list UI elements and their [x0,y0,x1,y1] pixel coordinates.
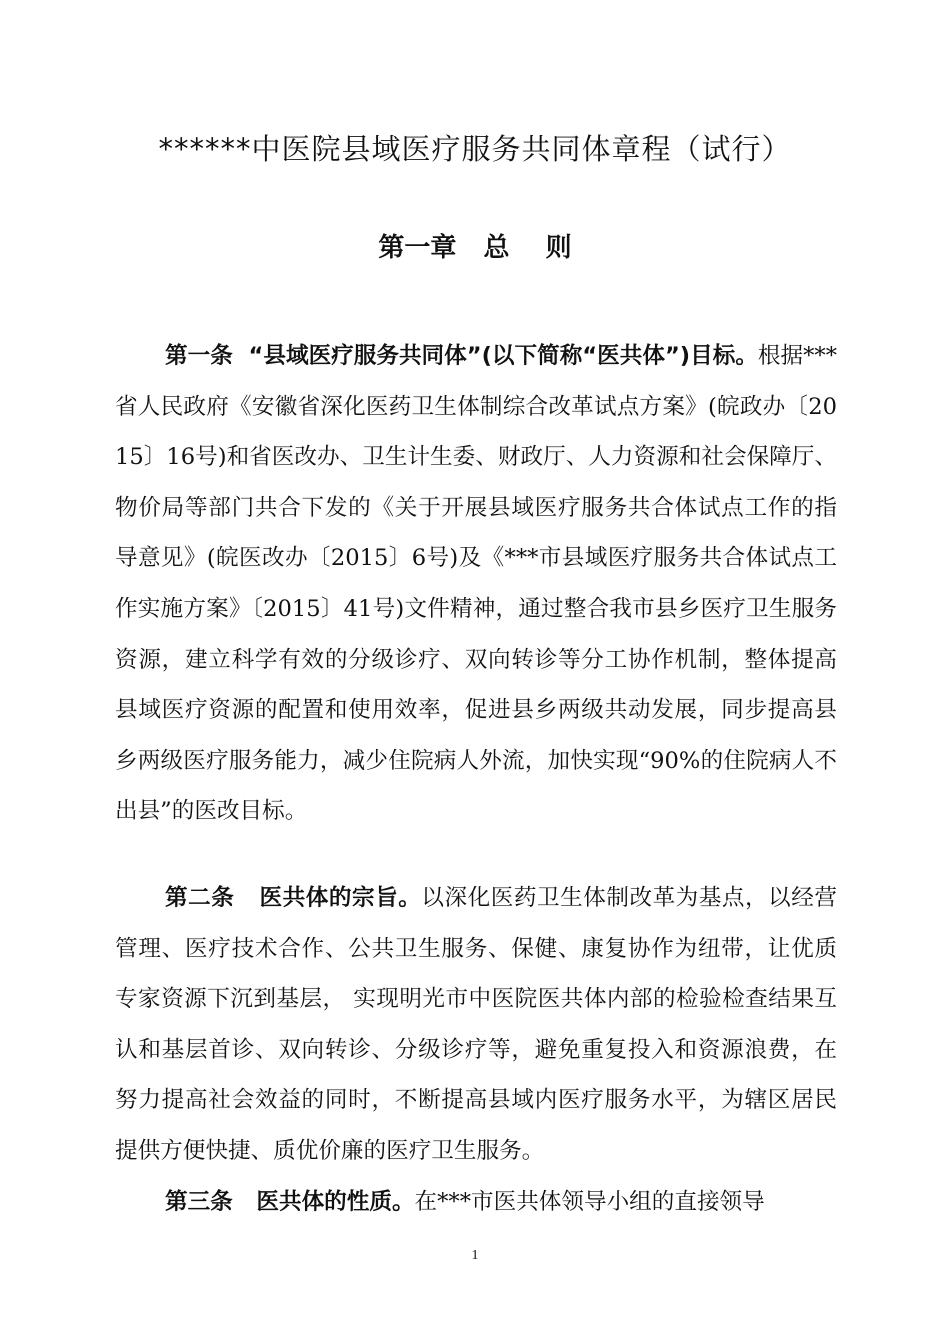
article-3-body: 在***市医共体领导小组的直接领导 [414,1189,765,1215]
article-2-body: 以深化医药卫生体制改革为基点，以经营管理、医疗技术合作、公共卫生服务、保健、康复协作为纽带，让优质专家资源下沉到基层， 实现明光市中医院医共体内部的检验检查结果互认和基层首诊、双向转诊、分级诊疗等，避免重复投入和资源浪费，在努力提高社会效益的同时，不断提高县域内医疗服务水平，为辖区居民提供方便快捷、质优价廉的医疗卫生服务。 [115,885,837,1164]
chapter-title: 第一章 总 则 [378,233,572,263]
article-1-heading: 第一条 “县域医疗服务共同体”(以下简称“医共体”)目标。 [165,343,758,369]
document-title: ******中医院县域医疗服务共同体章程（试行） [158,132,792,166]
article-2 [115,873,837,1177]
article-3 [115,1177,837,1228]
article-3-heading: 第三条 医共体的性质。 [165,1189,415,1215]
page-number: 1 [471,1248,479,1263]
article-2-heading: 第二条 医共体的宗旨。 [165,885,422,911]
article-1-body: 根据***省人民政府《安徽省深化医药卫生体制综合改革试点方案》(皖政办〔2015〕16号)和省医改办、卫生计生委、财政厅、人力资源和社会保障厅、物价局等部门共合下发的《关于开展县域医疗服务共合体试点工作的指导意见》(皖医改办〔2015〕6号)及《***市县域医疗服务共合体试点工作实施方案》〔2015〕41号)文件精神，通过整合我市县乡医疗卫生服务资源，建立科学有效的分级诊疗、双向转诊等分工协作机制，整体提高县域医疗资源的配置和使用效率，促进县乡两级共动发展，同步提高县乡两级医疗服务能力，减少住院病人外流，加快实现“90%的住院病人不出县”的医改目标。 [115,343,838,825]
article-1 [115,331,837,837]
